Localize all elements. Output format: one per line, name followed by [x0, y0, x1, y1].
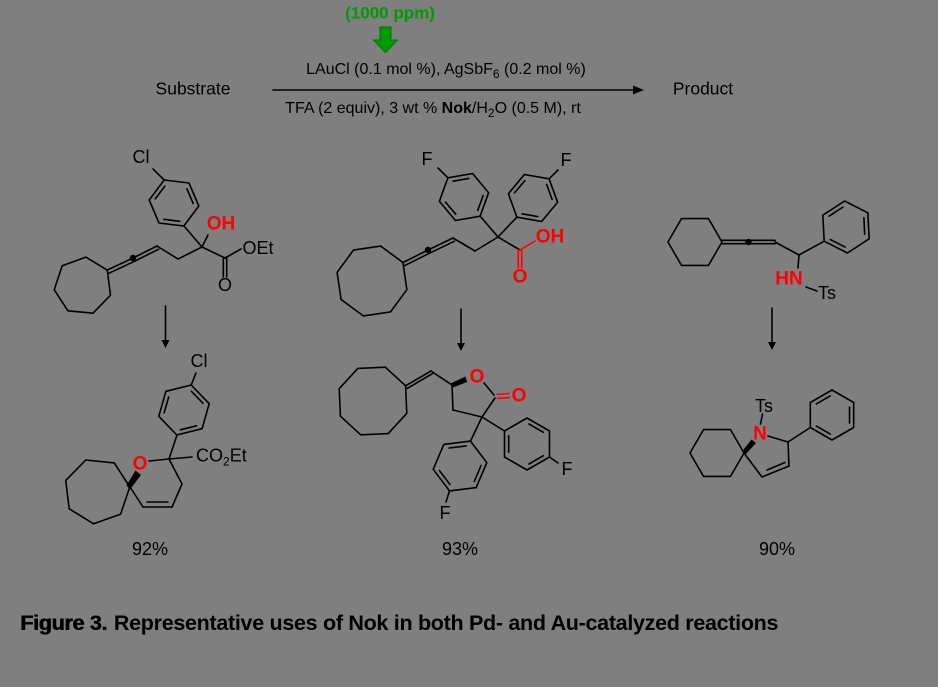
substrate3-structure: [668, 201, 869, 291]
conditions-line1: [306, 62, 586, 80]
phenyl-ring: [810, 390, 853, 440]
substrate2-structure: [337, 168, 558, 316]
yield-middle: 93%: [441, 539, 479, 559]
atom-label-oh: OH: [206, 213, 236, 235]
down-arrow-middle-icon: [457, 309, 465, 351]
atom-label-f-right: F: [561, 459, 573, 479]
fluorophenyl-right-ring: [508, 175, 557, 222]
product-label: Product: [672, 78, 734, 99]
down-arrow-left-icon: [162, 306, 170, 348]
conditions-line2: [285, 101, 581, 119]
reaction-arrow-icon: [273, 86, 644, 95]
fluorophenyl-left-ring: [439, 174, 488, 221]
figure-caption-label: Figure 3.: [20, 611, 107, 635]
subscript-2: 2: [487, 106, 495, 120]
atom-label-n: N: [753, 423, 767, 445]
atom-label-f-left: F: [421, 149, 433, 169]
substrate-label: Substrate: [155, 78, 231, 99]
figure-caption: [20, 611, 778, 636]
cycloheptane-ring: [54, 257, 110, 313]
ester-co: CO: [196, 445, 223, 466]
atom-label-o: O: [217, 275, 233, 295]
conditions-line2-text3: O (0.5 M), rt: [494, 100, 581, 117]
conditions-line2-text: TFA (2 equiv), 3 wt %: [285, 100, 442, 117]
atom-label-cl: Cl: [132, 147, 150, 167]
atom-label-o-carbonyl: O: [511, 385, 527, 407]
fluorophenyl-right-ring: [505, 418, 550, 470]
conditions-line1-text: LAuCl (0.1 mol %), AgSbF: [306, 61, 493, 78]
atom-label-hn: HN: [775, 268, 803, 290]
figure-caption-text: Representative uses of Nok in both Pd- and Au-catalyzed reactions: [113, 611, 779, 635]
cyclooctane-ring: [339, 367, 407, 435]
cyclooctane-ring: [337, 246, 407, 316]
atom-label-oet: OEt: [242, 238, 274, 258]
yield-left: 92%: [131, 539, 169, 559]
ester-subscript-2: 2: [223, 454, 230, 469]
atom-label-co2et: [196, 447, 247, 468]
atom-label-f-right: F: [560, 150, 572, 170]
atom-label-oh: OH: [535, 226, 565, 248]
atom-label-o: O: [132, 453, 148, 475]
atom-label-o-ring: O: [469, 366, 485, 388]
ester-et: Et: [229, 445, 247, 466]
atom-label-f-bottom: F: [439, 503, 451, 523]
atom-label-cl: Cl: [190, 351, 208, 371]
substrate1-structure: [54, 169, 241, 313]
cycloheptane-ring: [66, 460, 130, 524]
cyclohexane-ring: [668, 219, 722, 266]
fluorophenyl-down-ring: [433, 441, 487, 491]
chlorophenyl-ring: [149, 180, 199, 226]
chlorophenyl-ring: [159, 385, 209, 435]
conditions-line2-text2: /H: [471, 100, 488, 117]
subscript-6: 6: [492, 67, 500, 81]
atom-label-ts: Ts: [755, 396, 773, 416]
atom-label-ts: Ts: [818, 283, 836, 303]
yield-right: 90%: [758, 539, 796, 559]
green-down-block-arrow-icon: [374, 27, 398, 53]
down-arrow-right-icon: [768, 308, 776, 350]
cyclohexane-ring: [690, 430, 744, 477]
product1-structure: [66, 373, 210, 524]
catalyst-loading-label: (1000 ppm): [345, 3, 435, 23]
wedge-bond: [451, 377, 468, 388]
nok-bold-label: Nok: [441, 100, 472, 117]
atom-label-o: O: [512, 266, 528, 288]
conditions-line1-text2: (0.2 mol %): [499, 61, 586, 78]
phenyl-ring: [823, 201, 869, 253]
